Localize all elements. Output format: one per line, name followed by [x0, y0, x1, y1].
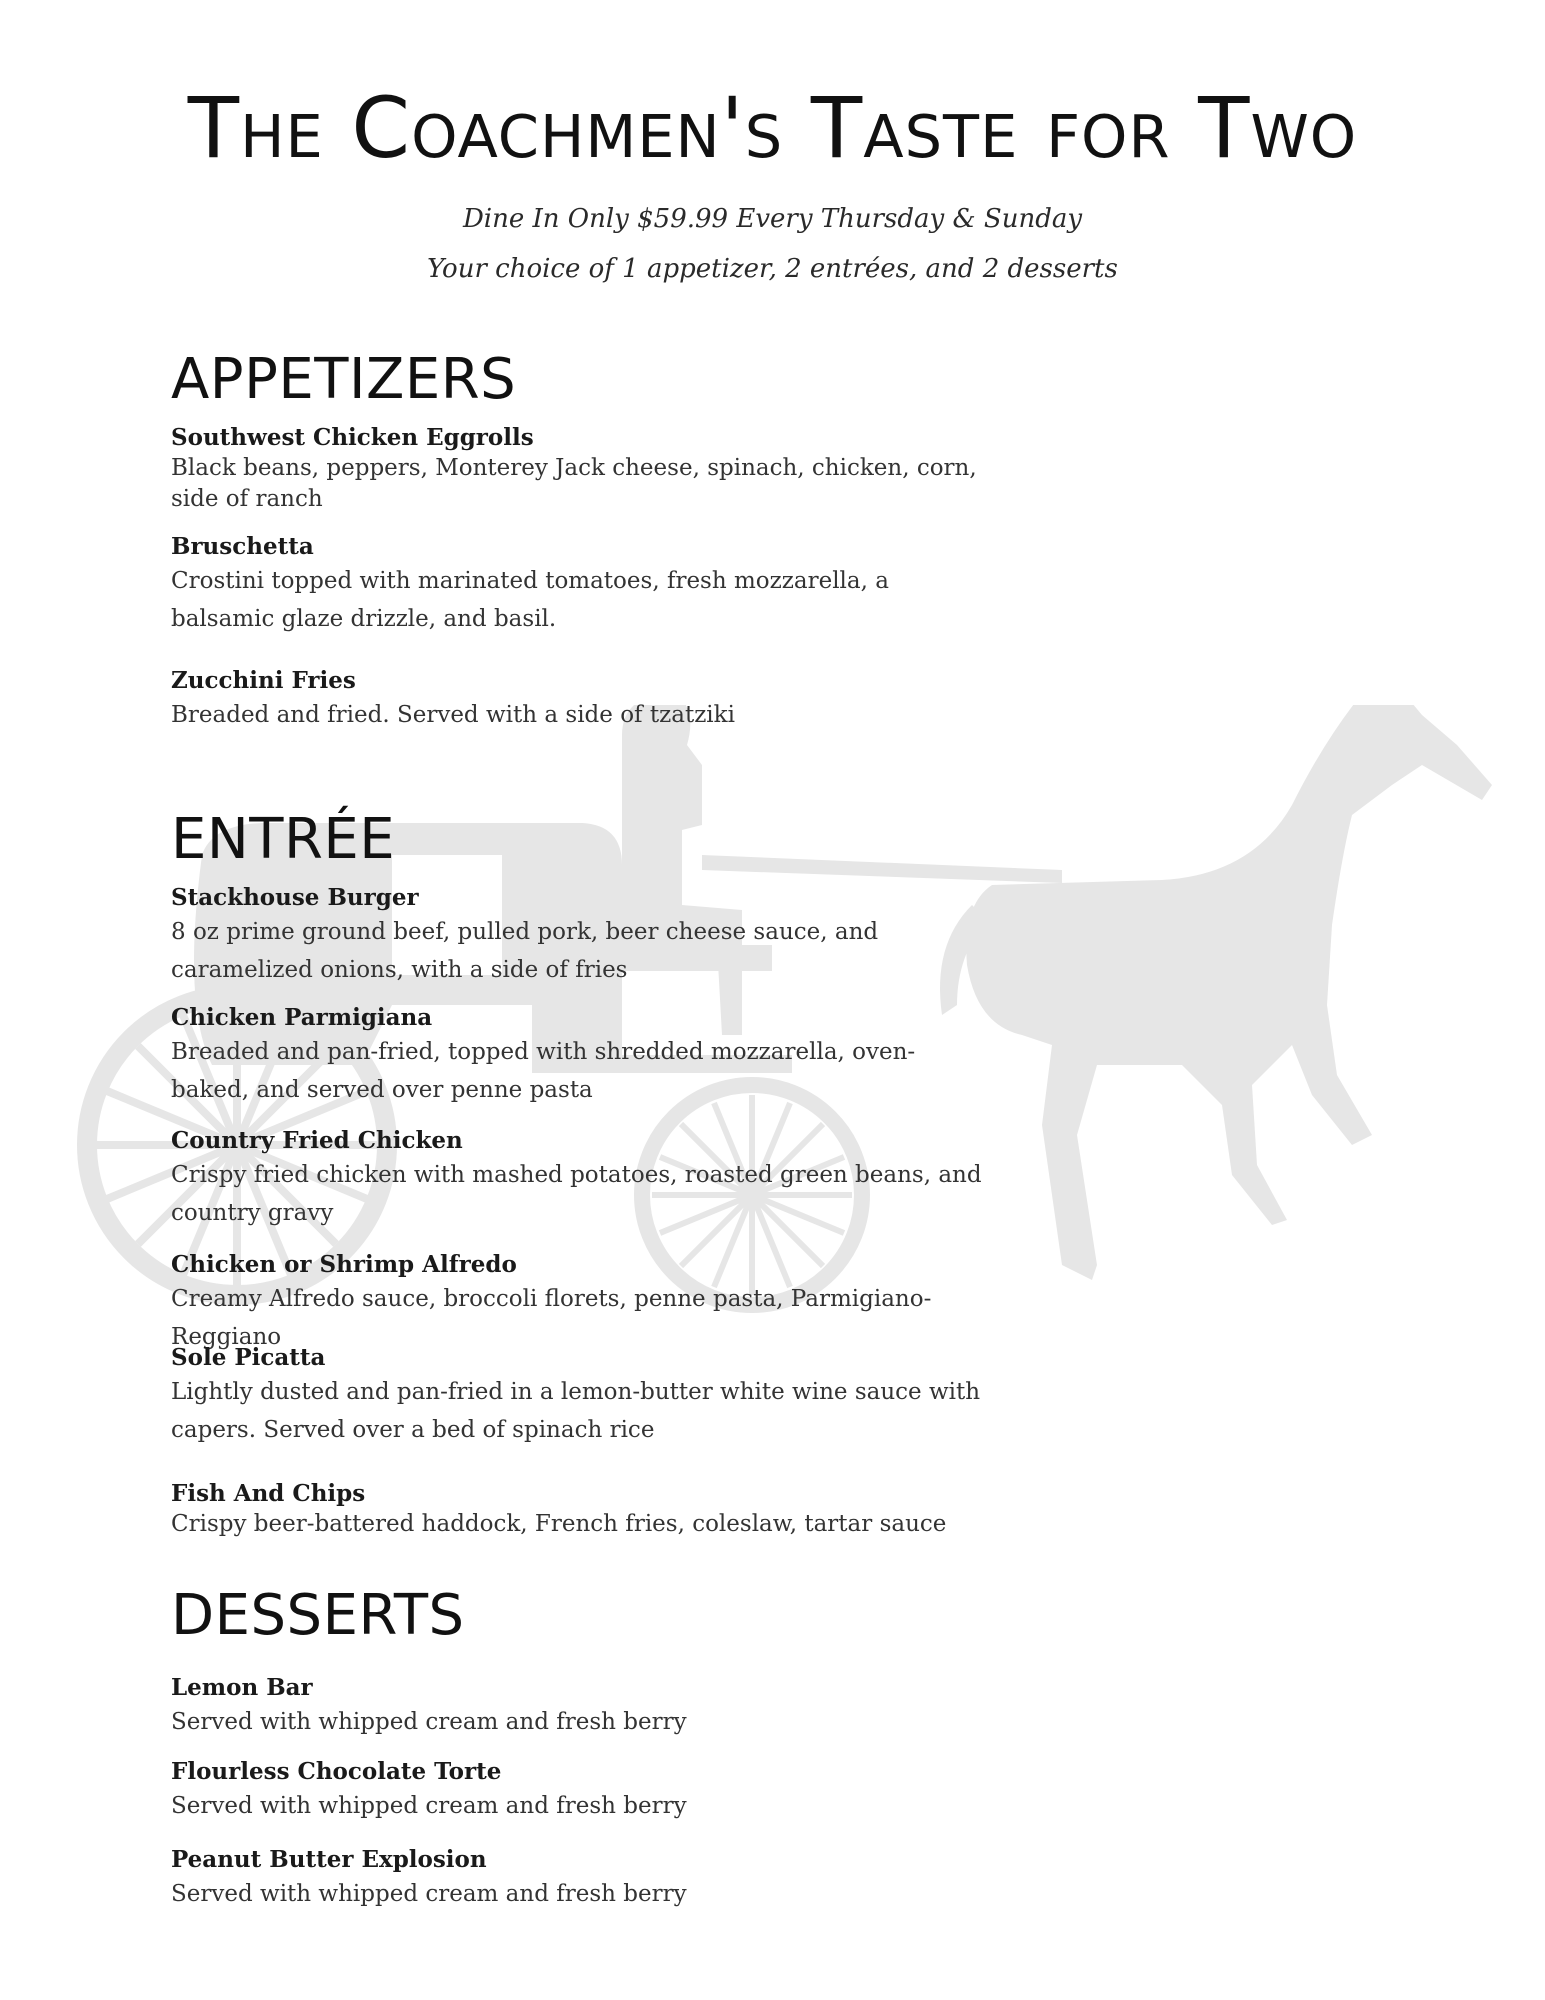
item-description: Crispy beer-battered haddock, French fries, coleslaw, tartar sauce	[171, 1511, 947, 1537]
item-description: Breaded and fried. Served with a side of tzatziki	[171, 702, 735, 728]
item-description: 8 oz prime ground beef, pulled pork, beer cheese sauce, and caramelized onions, with a side of fries	[171, 919, 879, 983]
menu-item	[171, 532, 991, 638]
section-heading-appetizers: APPETIZERS	[171, 347, 517, 412]
section-heading-desserts: DESSERTS	[171, 1583, 465, 1648]
menu-item	[171, 883, 991, 989]
item-name: Peanut Butter Explosion	[171, 1846, 487, 1873]
item-description: Served with whipped cream and fresh berry	[171, 1709, 687, 1735]
menu-title: The Coachmen's Taste for Two	[187, 79, 1358, 177]
item-description: Served with whipped cream and fresh berry	[171, 1793, 687, 1819]
menu-item	[171, 1250, 991, 1356]
menu-subtitle-choice: Your choice of 1 appetizer, 2 entrées, and 2 desserts	[427, 254, 1118, 284]
menu-item	[171, 1343, 991, 1449]
item-description: Black beans, peppers, Monterey Jack cheese, spinach, chicken, corn, side of ranch	[171, 455, 977, 512]
menu-item	[171, 666, 991, 734]
section-heading-entree: ENTRÉE	[171, 807, 396, 872]
item-name: Lemon Bar	[171, 1674, 313, 1701]
menu-item	[171, 1479, 991, 1540]
item-description: Crispy fried chicken with mashed potatoes, roasted green beans, and country gravy	[171, 1162, 982, 1226]
menu-item	[171, 1003, 991, 1109]
item-description: Served with whipped cream and fresh berry	[171, 1881, 687, 1907]
item-description: Breaded and pan-fried, topped with shredded mozzarella, oven-baked, and served over penne pasta	[171, 1039, 916, 1103]
item-name: Sole Picatta	[171, 1344, 326, 1371]
menu-item	[171, 1673, 991, 1741]
menu-subtitle-price: Dine In Only $59.99 Every Thursday & Sunday	[462, 204, 1083, 234]
item-name: Chicken Parmigiana	[171, 1004, 433, 1031]
item-name: Country Fried Chicken	[171, 1127, 463, 1154]
item-name: Bruschetta	[171, 533, 314, 560]
item-name: Southwest Chicken Eggrolls	[171, 424, 534, 451]
menu-item	[171, 1126, 991, 1232]
item-description: Creamy Alfredo sauce, broccoli florets, penne pasta, Parmigiano-Reggiano	[171, 1286, 932, 1350]
item-name: Stackhouse Burger	[171, 884, 419, 911]
menu-item	[171, 1845, 991, 1913]
menu-item	[171, 423, 991, 515]
item-description: Crostini topped with marinated tomatoes, fresh mozzarella, a balsamic glaze drizzle, and basil.	[171, 568, 889, 632]
item-description: Lightly dusted and pan-fried in a lemon-butter white wine sauce with capers. Served over a bed of spinach rice	[171, 1379, 981, 1443]
item-name: Zucchini Fries	[171, 667, 356, 694]
item-name: Flourless Chocolate Torte	[171, 1758, 502, 1785]
menu-item	[171, 1757, 991, 1825]
item-name: Chicken or Shrimp Alfredo	[171, 1251, 517, 1278]
item-name: Fish And Chips	[171, 1480, 366, 1507]
